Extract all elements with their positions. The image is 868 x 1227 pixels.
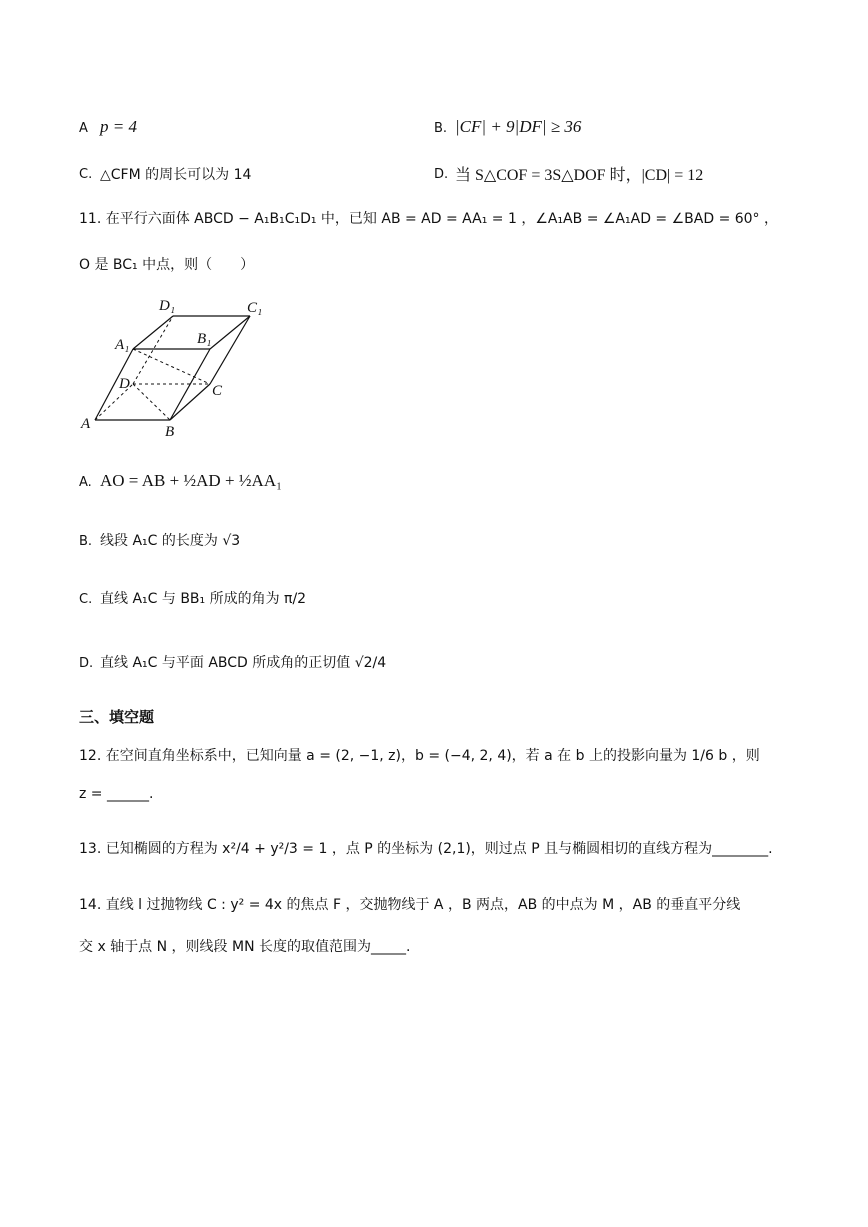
- q11-option-b-label: B.: [79, 534, 93, 549]
- label-d1: D₁: [159, 298, 176, 314]
- q10-option-a-text: p = 4: [100, 117, 137, 136]
- edge-c-c1: [210, 316, 250, 384]
- q14-stem-line2: 交 x 轴于点 N ，则线段 MN 长度的取值范围为_____.: [79, 939, 411, 955]
- q11-option-c-label: C.: [79, 592, 93, 607]
- label-d: D: [119, 376, 130, 392]
- q11-option-d-text: 直线 A₁C 与平面 ABCD 所成角的正切值 √2/4: [100, 655, 387, 671]
- q10-option-d-text: 当 S△COF = 3S△DOF 时，|CD| = 12: [455, 167, 704, 184]
- section-heading-fill-in: 三、填空题: [79, 708, 155, 726]
- q11-option-d-label: D.: [79, 656, 94, 671]
- q12-stem-line1: 12. 在空间直角坐标系中，已知向量 a = (2, −1, z)，b = (−4, 2, 4)，若 a 在 b 上的投影向量为 1/6 b ，则: [79, 748, 760, 764]
- label-b1: B₁: [197, 331, 212, 347]
- edge-a1-d1: [133, 316, 173, 349]
- edge-b-c: [170, 384, 210, 420]
- q11-option-a-text: AO = AB + ½AD + ½AA₁: [100, 471, 283, 490]
- q11-stem-line2: O 是 BC₁ 中点，则（ ）: [79, 257, 255, 273]
- q10-option-d-label: D.: [434, 167, 449, 182]
- parallelepiped-figure: [75, 292, 275, 442]
- q10-option-b-text: |CF| + 9|DF| ≥ 36: [455, 117, 582, 136]
- label-c1: C₁: [247, 300, 263, 316]
- q11-option-a-label: A.: [79, 475, 92, 490]
- label-c: C: [212, 383, 223, 399]
- label-a1: A₁: [115, 337, 130, 353]
- label-a: A: [81, 416, 91, 432]
- diag-a1-c: [133, 349, 210, 384]
- q10-option-c-text: △CFM 的周长可以为 14: [100, 167, 252, 183]
- q11-option-b-text: 线段 A₁C 的长度为 √3: [100, 533, 241, 549]
- q10-option-b-label: B.: [434, 121, 448, 136]
- edge-b1-c1: [210, 316, 250, 349]
- q11-option-c-text: 直线 A₁C 与 BB₁ 所成的角为 π/2: [100, 591, 307, 607]
- q10-option-c-label: C.: [79, 167, 93, 182]
- edge-d-d1: [133, 316, 173, 384]
- q10-option-a-label: A: [79, 121, 88, 136]
- q13-stem: 13. 已知椭圆的方程为 x²/4 + y²/3 = 1 ，点 P 的坐标为 (2,1)，则过点 P 且与椭圆相切的直线方程为________.: [79, 841, 773, 857]
- q14-stem-line1: 14. 直线 l 过抛物线 C : y² = 4x 的焦点 F ，交抛物线于 A ，B 两点，AB 的中点为 M ，AB 的垂直平分线: [79, 897, 741, 913]
- q12-stem-line2: z = ______.: [79, 786, 154, 802]
- q11-stem-line1: 11. 在平行六面体 ABCD − A₁B₁C₁D₁ 中，已知 AB = AD = AA₁ = 1 ，∠A₁AB = ∠A₁AD = ∠BAD = 60° ，: [79, 211, 779, 227]
- diag-d-b: [133, 384, 170, 420]
- label-b: B: [165, 424, 175, 440]
